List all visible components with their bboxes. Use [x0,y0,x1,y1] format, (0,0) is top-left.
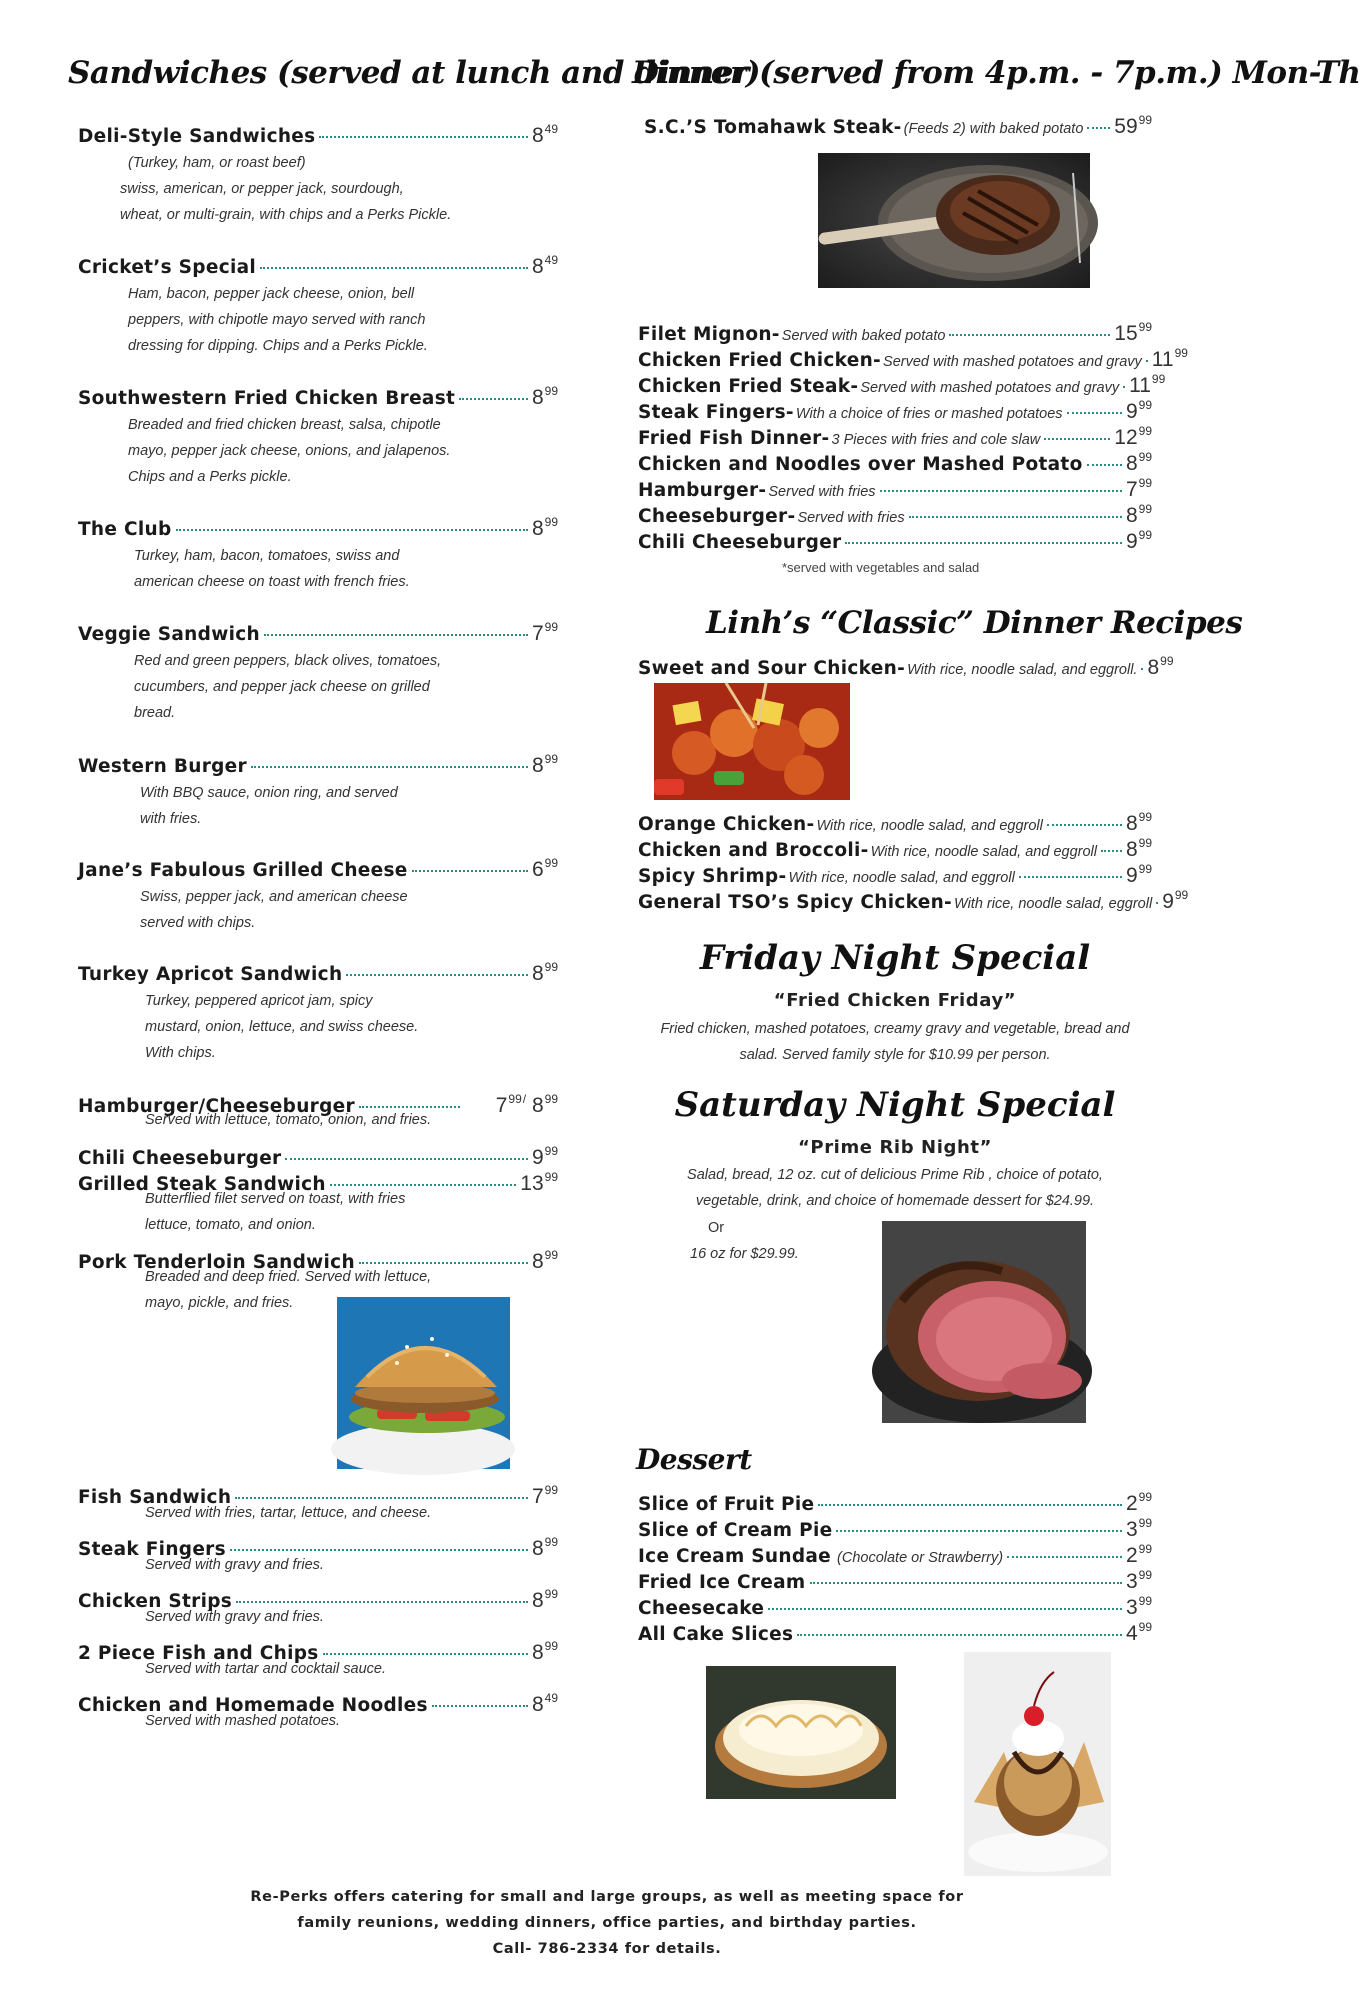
dessert-title: Dessert [636,1443,752,1476]
item-price: $3^{99}$ [1125,1568,1152,1593]
saturday-special-description: Salad, bread, 12 oz. cut of delicious Prime Rib , choice of potato, vegetable, drink, and choice of homemade dessert for $24.99. [687,1167,1103,1209]
item-price: $6^{99}$ [531,856,558,881]
item-price: $8^{99}$ [531,384,558,409]
item-name: General TSO’s Spicy Chicken- [638,892,953,913]
item-name: Chicken Fried Chicken- [638,350,882,371]
menu-item-orange-chicken [638,810,1152,836]
leader-dots [768,1608,1122,1610]
item-inline-description: Served with mashed potatoes and gravy [860,380,1120,396]
leader-dots [949,334,1110,336]
leader-dots [236,1601,528,1603]
item-name: Steak Fingers [78,1539,226,1560]
item-price: $7^{99}$ [531,1483,558,1508]
item-price: $9^{99}$ [1125,528,1152,553]
item-name: Ice Cream Sundae [638,1546,832,1567]
cream-pie-photo [706,1666,896,1799]
item-name: S.C.’S Tomahawk Steak- [644,117,902,138]
item-price: $9^{99}$ [1162,888,1189,913]
menu-item-southwestern-fried-chicken [78,384,558,410]
menu-item-crickets-special [78,253,558,279]
item-description: Swiss, pepper jack, and american cheese served with chips. [140,889,408,931]
leader-dots [880,490,1122,492]
item-price: $8^{99}$ [531,1639,558,1664]
dinner-note: *served with vegetables and salad [782,560,980,575]
catering-footer [0,1884,1214,1962]
item-description: Turkey, ham, bacon, tomatoes, swiss and american cheese on toast with french fries. [134,548,410,590]
item-name: Hamburger/Cheeseburger [78,1096,355,1117]
item-price: $11^{99}$ [1151,346,1188,371]
item-inline-description: Served with fries [768,484,876,500]
item-name: Chicken and Homemade Noodles [78,1695,428,1716]
menu-item-turkey-apricot [78,960,558,986]
item-price: $8^{99}$ [531,960,558,985]
leader-dots [845,542,1121,544]
item-name: Cricket’s Special [78,257,257,278]
leader-dots [235,1497,528,1499]
item-inline-description: With rice, noodle salad, and eggroll. [907,662,1138,678]
fried-ice-cream-photo [964,1652,1111,1876]
item-name: Turkey Apricot Sandwich [78,964,343,985]
item-name: Chicken and Broccoli- [638,840,869,861]
item-description: Breaded and fried chicken breast, salsa, chipotle mayo, pepper jack cheese, onions, and jalapenos. Chips and a Perks pickle. [128,417,451,485]
classic-title: Linh’s “Classic” Dinner Recipes [706,605,1243,641]
pork-sandwich-photo [337,1297,510,1469]
menu-item-cheesecake [638,1594,1152,1620]
menu-item-fried-ice-cream [638,1568,1152,1594]
item-name: Jane’s Fabulous Grilled Cheese [78,860,408,881]
item-price: $8^{99}$ [1125,450,1152,475]
item-price: $59^{99}$ [1114,113,1152,138]
item-name: Fish Sandwich [78,1487,232,1508]
item-name: Cheeseburger- [638,506,796,527]
item-price: $13^{99}$ [520,1170,558,1195]
item-inline-description: Served with baked potato [781,328,946,344]
item-name: Western Burger [78,756,247,777]
item-price: $9^{99}$ [1125,398,1152,423]
item-price: $12^{99}$ [1114,424,1152,449]
friday-special-subtitle: “Fried Chicken Friday” [773,990,1017,1011]
item-price: $8^{49}$ [531,122,558,147]
menu-item-veggie-sandwich [78,620,558,646]
item-inline-description: (Chocolate or Strawberry) [837,1550,1004,1566]
sweet-and-sour-chicken-photo [654,683,850,800]
item-price: $7^{99}$ [1125,476,1152,501]
item-price: $3^{99}$ [1125,1516,1152,1541]
tomahawk-steak-photo [818,153,1090,288]
menu-item-filet-mignon [638,320,1152,346]
menu-item-chicken-fried-steak [638,372,1166,398]
item-name: Grilled Steak Sandwich [78,1174,326,1195]
menu-item-dinner-cheeseburger [638,502,1152,528]
menu-item-western-burger [78,752,558,778]
item-name: Chili Cheeseburger [78,1148,282,1169]
footer-line: Re-Perks offers catering for small and large groups, as well as meeting space for [250,1889,964,1905]
item-price: $8^{99}$ [1125,810,1152,835]
fried-ice-cream-image [964,1652,1111,1876]
item-description: Served with tartar and cocktail sauce. [145,1661,386,1677]
leader-dots [1019,876,1122,878]
item-price: $15^{99}$ [1114,320,1152,345]
leader-dots [1156,902,1158,904]
saturday-alt-price: 16 oz for $29.99. [690,1246,799,1262]
leader-dots [176,529,528,531]
item-price: $2^{99}$ [1125,1490,1152,1515]
footer-line: family reunions, wedding dinners, office parties, and birthday parties. [297,1915,917,1931]
item-name: Deli-Style Sandwiches [78,126,316,147]
item-price: $8^{99}$ [531,1248,558,1273]
saturday-special-title: Saturday Night Special [674,1085,1116,1125]
item-name: Fried Ice Cream [638,1572,806,1593]
leader-dots [1087,127,1110,129]
item-price: $8^{99}$ [1125,836,1152,861]
leader-dots [1141,668,1143,670]
menu-item-cream-pie [638,1516,1152,1542]
leader-dots [260,267,528,269]
item-name: Fried Fish Dinner- [638,428,830,449]
leader-dots [836,1530,1121,1532]
leader-dots [797,1634,1122,1636]
footer-line: Call- 786-2334 for details. [492,1941,722,1957]
item-name: Chili Cheeseburger [638,532,842,553]
leader-dots [459,398,528,400]
item-price: $8^{99}$ [531,752,558,777]
leader-dots [264,634,528,636]
item-price: $8^{99}$ [1147,654,1174,679]
leader-dots [412,870,528,872]
friday-special-title: Friday Night Special [699,938,1091,978]
item-name: Chicken Strips [78,1591,233,1612]
sandwiches-title: Sandwiches (served at lunch and dinner) [68,55,761,91]
item-name: The Club [78,519,172,540]
prime-rib-image [882,1221,1086,1423]
menu-item-fruit-pie [638,1490,1152,1516]
item-inline-description: Served with mashed potatoes and gravy [883,354,1142,370]
leader-dots [1087,464,1122,466]
item-price: $2^{99}$ [1125,1542,1152,1567]
item-name: Chicken Fried Steak- [638,376,859,397]
menu-item-spicy-shrimp [638,862,1152,888]
leader-dots [909,516,1122,518]
leader-dots [251,766,528,768]
item-name: Pork Tenderloin Sandwich [78,1252,355,1273]
leader-dots [285,1158,527,1160]
item-name: Filet Mignon- [638,324,780,345]
item-name: Spicy Shrimp- [638,866,787,887]
item-price: $11^{99}$ [1129,372,1166,397]
item-name: All Cake Slices [638,1624,794,1645]
menu-item-chicken-noodles-mashed [638,450,1152,476]
item-name: Sweet and Sour Chicken- [638,658,906,679]
item-description: Served with gravy and fries. [145,1557,324,1573]
item-price: $8^{99}$ [531,515,558,540]
menu-item-chicken-and-broccoli [638,836,1152,862]
saturday-special-subtitle: “Prime Rib Night” [797,1137,993,1158]
item-inline-description: With rice, noodle salad, and eggroll [870,844,1097,860]
leader-dots [1044,438,1110,440]
item-price: $8^{99}$ [1125,502,1152,527]
item-inline-description: With a choice of fries or mashed potatoes [795,406,1063,422]
dinner-title: Dinner (served from 4p.m. - 7p.m.) Mon-Th [632,55,1360,91]
item-price: $8^{49}$ [531,253,558,278]
tomahawk-steak-image [818,153,1090,288]
leader-dots [432,1705,528,1707]
menu-item-tomahawk-steak [644,113,1152,139]
item-price: $3^{99}$ [1125,1594,1152,1619]
menu-item-janes-grilled-cheese [78,856,558,882]
item-description: Served with fries, tartar, lettuce, and cheese. [145,1505,432,1521]
menu-item-the-club [78,515,558,541]
item-description: Butterflied filet served on toast, with fries lettuce, tomato, and onion. [145,1191,406,1233]
leader-dots [1101,850,1122,852]
menu-item-sweet-and-sour-chicken [638,654,1174,680]
item-price: $4^{99}$ [1125,1620,1152,1645]
item-name: Orange Chicken- [638,814,815,835]
leader-dots [810,1582,1122,1584]
leader-dots [1047,824,1122,826]
item-name: Southwestern Fried Chicken Breast [78,388,456,409]
menu-item-ice-cream-sundae [638,1542,1152,1568]
leader-dots [1146,360,1148,362]
item-name: Veggie Sandwich [78,624,260,645]
item-name: Cheesecake [638,1598,765,1619]
item-inline-description: With rice, noodle salad, and eggroll [788,870,1015,886]
menu-item-dinner-hamburger [638,476,1152,502]
item-price: $8^{99}$ [531,1587,558,1612]
menu-item-fried-fish-dinner [638,424,1152,450]
item-inline-description: (Feeds 2) with baked potato [903,121,1084,137]
saturday-or-label: Or [708,1220,725,1236]
item-inline-description: With rice, noodle salad, eggroll [954,896,1153,912]
leader-dots [346,974,528,976]
leader-dots [1067,412,1122,414]
item-price: $9^{99}$ [1125,862,1152,887]
item-description: Ham, bacon, pepper jack cheese, onion, bell peppers, with chipotle mayo served with ranch dressing for dipping. Chips and a Perks Pickle. [128,286,428,354]
item-price: $7^{99/}$ $8^{99}$ [495,1092,558,1117]
item-price: $7^{99}$ [531,620,558,645]
item-name: Slice of Fruit Pie [638,1494,815,1515]
item-inline-description: With rice, noodle salad, and eggroll [816,818,1043,834]
item-description: Served with lettuce, tomato, onion, and fries. [145,1112,432,1128]
item-name: Hamburger- [638,480,767,501]
menu-item-cake-slices [638,1620,1152,1646]
sweet-and-sour-image [654,683,850,800]
item-price: $8^{99}$ [531,1535,558,1560]
item-name: Steak Fingers- [638,402,794,423]
item-description: Served with gravy and fries. [145,1609,324,1625]
item-description: With BBQ sauce, onion ring, and served with fries. [140,785,398,827]
leader-dots [230,1549,528,1551]
leader-dots [1123,386,1125,388]
menu-item-dinner-chili-cheeseburger [638,528,1152,554]
item-description: Served with mashed potatoes. [145,1713,341,1729]
item-name: 2 Piece Fish and Chips [78,1643,319,1664]
menu-item-chicken-fried-chicken [638,346,1188,372]
item-inline-description: Served with fries [797,510,905,526]
leader-dots [323,1653,528,1655]
leader-dots [818,1504,1122,1506]
pork-sandwich-image [337,1297,510,1469]
prime-rib-photo [882,1221,1086,1423]
leader-dots [319,136,527,138]
item-description: Breaded and deep fried. Served with lettuce, mayo, pickle, and fries. [145,1269,432,1311]
cream-pie-image [706,1666,896,1799]
item-name: Chicken and Noodles over Mashed Potato [638,454,1083,475]
leader-dots [1007,1556,1122,1558]
item-price: $9^{99}$ [531,1144,558,1169]
item-name: Slice of Cream Pie [638,1520,833,1541]
menu-item-general-tsos-chicken [638,888,1189,914]
friday-special-description: Fried chicken, mashed potatoes, creamy gravy and vegetable, bread and salad. Served family style for $10.99 per person. [660,1021,1130,1063]
item-price: $8^{49}$ [531,1691,558,1716]
item-description: Turkey, peppered apricot jam, spicy mustard, onion, lettuce, and swiss cheese. With chips. [145,993,419,1061]
menu-item-dinner-steak-fingers [638,398,1152,424]
item-description: (Turkey, ham, or roast beef) swiss, american, or pepper jack, sourdough, wheat, or multi-grain, with chips and a Perks Pickle. [120,155,452,223]
item-description: Red and green peppers, black olives, tomatoes, cucumbers, and pepper jack cheese on grilled bread. [134,653,442,721]
menu-item-chili-cheeseburger [78,1144,558,1170]
item-inline-description: 3 Pieces with fries and cole slaw [831,432,1041,448]
menu-item-deli-style [78,122,558,148]
